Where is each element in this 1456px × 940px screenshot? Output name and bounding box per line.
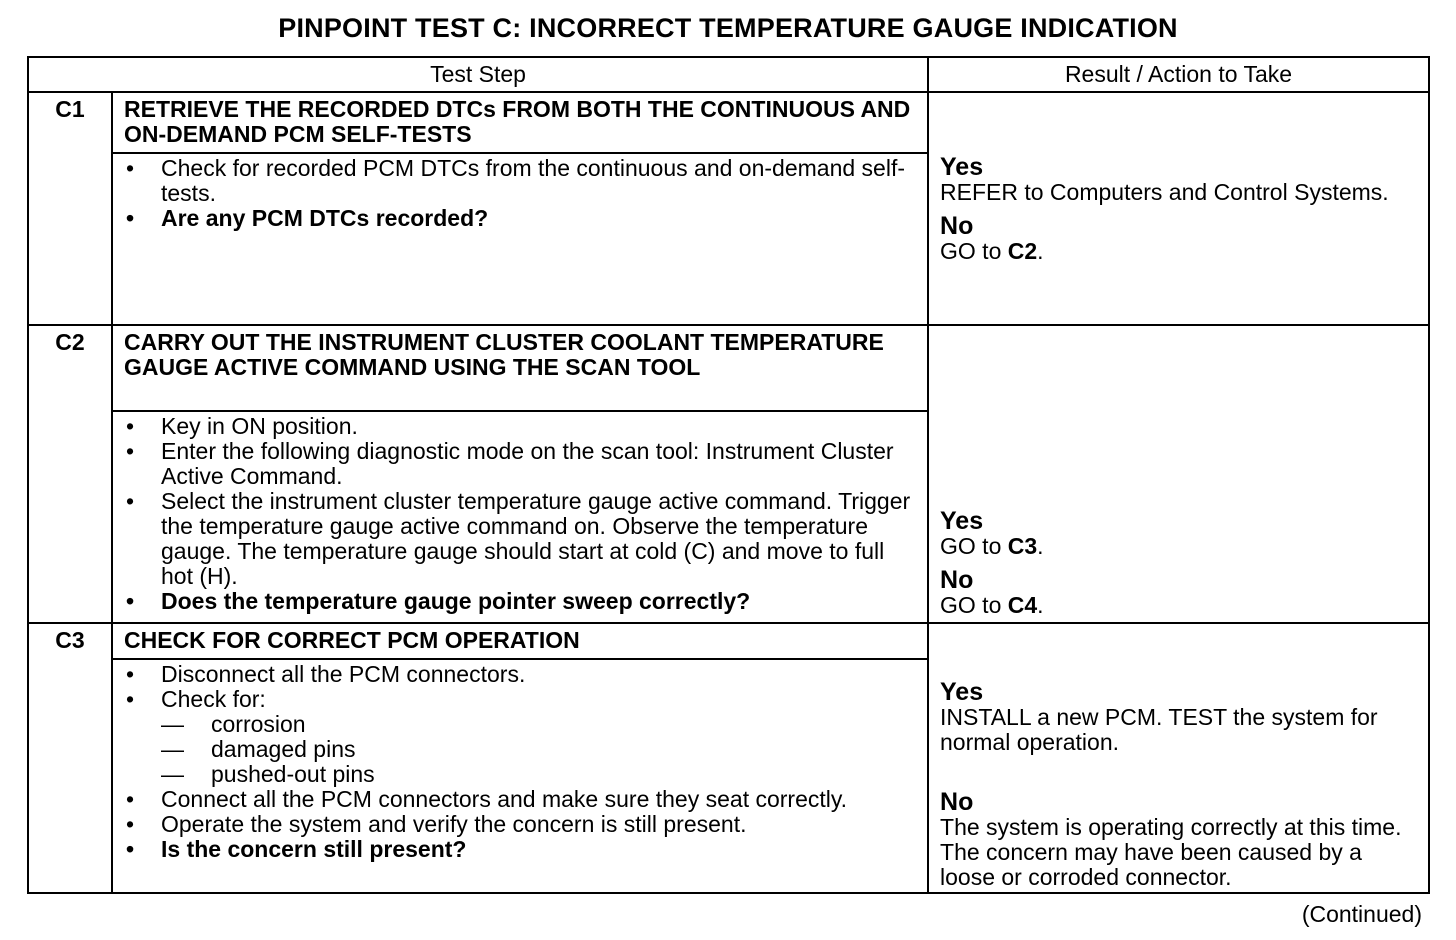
step-row-c1-heading xyxy=(28,92,1429,153)
result-cell-c2 xyxy=(928,325,1429,623)
goto-target: C4 xyxy=(1007,592,1038,618)
result-cell-c3 xyxy=(928,623,1429,893)
step-body-c3 xyxy=(112,659,928,893)
step-body-c1 xyxy=(112,153,928,325)
column-header-result: Result / Action to Take xyxy=(928,57,1429,92)
goto-target: C3 xyxy=(1007,533,1038,559)
sub-list xyxy=(161,712,917,787)
list-item: • Check for recorded PCM DTCs from the continuous and on-demand self-tests. xyxy=(123,156,917,206)
list-item: • Select the instrument cluster temperature gauge active command. Trigger the temperature gauge active command on. Observe the temperature gauge. The temperature gauge should start at cold (C) and move to full hot (H). xyxy=(123,489,917,589)
list-item: • Key in ON position. xyxy=(123,414,917,439)
result-no-text: GO to C4. xyxy=(940,592,1044,618)
pinpoint-test-table xyxy=(27,56,1430,894)
step-body-c2 xyxy=(112,411,928,623)
list-item-question: • Does the temperature gauge pointer sweep correctly? xyxy=(123,589,917,614)
result-no-label: No xyxy=(940,211,974,240)
sub-list-item: — damaged pins xyxy=(161,737,917,762)
list-item-question: • Is the concern still present? xyxy=(123,837,917,862)
list-item-check-for: • Check for: — corrosion — damaged pins — pushed-out pins xyxy=(123,687,917,787)
sub-list-item: — pushed-out pins xyxy=(161,762,917,787)
step-heading-c2: CARRY OUT THE INSTRUMENT CLUSTER COOLANT TEMPERATURE GAUGE ACTIVE COMMAND USING THE SCAN TOOL xyxy=(112,325,928,411)
result-no-text: The system is operating correctly at this time. The concern may have been caused by a loose or corroded connector. xyxy=(940,814,1402,890)
table-header-row xyxy=(28,57,1429,92)
step-row-c3-heading xyxy=(28,623,1429,659)
continued-label: (Continued) xyxy=(1301,901,1422,927)
result-cell-c1 xyxy=(928,92,1429,325)
step-id-c3: C3 xyxy=(28,623,112,659)
result-yes-label: Yes xyxy=(940,678,984,706)
result-yes-label: Yes xyxy=(940,507,984,535)
list-item: • Connect all the PCM connectors and make sure they seat correctly. xyxy=(123,787,917,812)
result-no-label: No xyxy=(940,566,974,594)
list-item: • Operate the system and verify the concern is still present. xyxy=(123,812,917,837)
goto-target: C2 xyxy=(1007,237,1038,264)
step-heading-c1: RETRIEVE THE RECORDED DTCs FROM BOTH THE CONTINUOUS AND ON-DEMAND PCM SELF-TESTS xyxy=(112,92,928,153)
list-item: • Disconnect all the PCM connectors. xyxy=(123,662,917,687)
page-title: PINPOINT TEST C: INCORRECT TEMPERATURE GAUGE INDICATION xyxy=(278,13,1178,43)
step-row-c2-heading xyxy=(28,325,1429,411)
step-id-c1: C1 xyxy=(28,92,112,153)
result-no-text: GO to C2. xyxy=(940,237,1044,264)
step-heading-c3: CHECK FOR CORRECT PCM OPERATION xyxy=(112,623,928,659)
result-no-label: No xyxy=(940,788,974,816)
list-item: • Enter the following diagnostic mode on the scan tool: Instrument Cluster Active Command. xyxy=(123,439,917,489)
result-yes-text: REFER to Computers and Control Systems. xyxy=(940,178,1389,205)
result-yes-label: Yes xyxy=(940,152,984,181)
sub-list-item: — corrosion xyxy=(161,712,917,737)
result-yes-text: INSTALL a new PCM. TEST the system for normal operation. xyxy=(940,704,1378,755)
list-item-question: • Are any PCM DTCs recorded? xyxy=(123,206,917,231)
step-id-c2: C2 xyxy=(28,325,112,411)
column-header-test-step: Test Step xyxy=(28,57,928,92)
result-yes-text: GO to C3. xyxy=(940,533,1044,559)
